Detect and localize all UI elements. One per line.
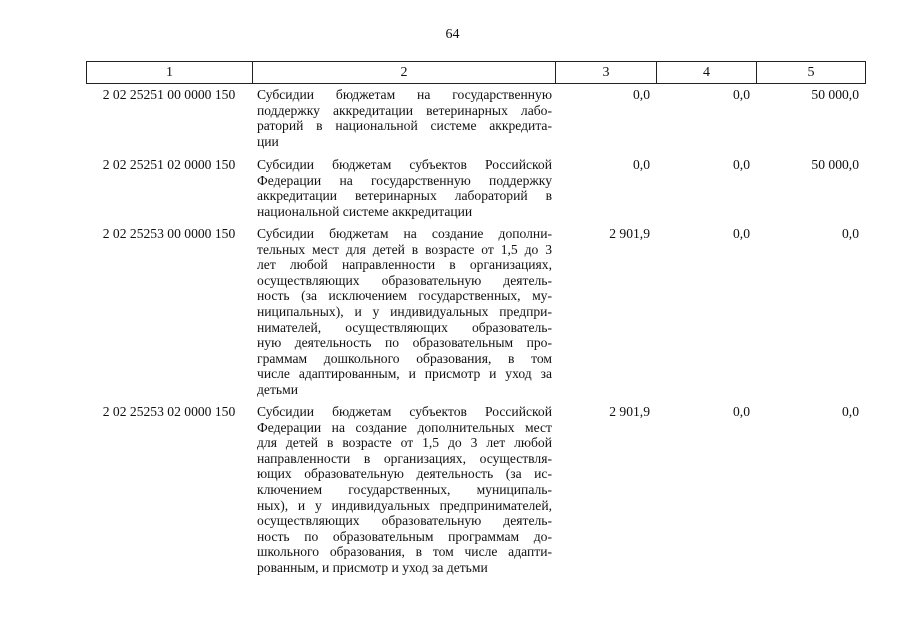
budget-description — [252, 404, 555, 580]
budget-description — [252, 226, 555, 404]
value-col-4: 0,0 — [733, 87, 750, 102]
budget-description — [252, 157, 555, 226]
table-row — [86, 226, 865, 404]
table-row — [86, 157, 865, 226]
description-line: лет любой направленности в организациях, — [257, 257, 552, 273]
header-col-4: 4 — [657, 62, 757, 84]
description-line: ниципальных), и у индивидуальных предпри- — [257, 303, 552, 319]
header-col-1: 1 — [87, 62, 253, 84]
description-line: нимателей, осуществляющих образователь- — [257, 319, 552, 335]
description-line: Субсидии бюджетам субъектов Российской — [257, 404, 552, 419]
description-line: граммам дошкольного образования, в том — [257, 350, 552, 366]
budget-code: 2 02 25251 00 0000 150 — [102, 87, 236, 102]
description-line: школьного образования, в том числе адапти- — [257, 544, 552, 560]
value-col-5: 50 000,0 — [811, 157, 859, 172]
description-line: направленности в организациях, осуществля- — [257, 450, 552, 466]
description-line: аккредитации ветеринарных лабораторий в — [257, 188, 552, 204]
value-col-4: 0,0 — [733, 157, 750, 172]
description-line: ность по образовательным программам до- — [257, 528, 552, 544]
value-col-3: 0,0 — [633, 157, 650, 172]
value-col-5: 0,0 — [842, 404, 859, 419]
value-col-3: 2 901,9 — [609, 226, 650, 241]
description-line: поддержку аккредитации ветеринарных лабо- — [257, 102, 552, 118]
description-line: для детей в возрасте от 1,5 до 3 лет любой — [257, 435, 552, 451]
description-line: Субсидии бюджетам на создание дополни- — [257, 226, 552, 241]
description-line: ции — [257, 133, 279, 149]
description-line: ных), и у индивидуальных предпринимателей, — [257, 497, 552, 513]
description-line: ключением государственных, муниципаль- — [257, 481, 552, 497]
page-number: 64 — [445, 27, 460, 42]
description-line: осуществляющих образовательную деятель- — [257, 272, 552, 288]
description-line: ность (за исключением государственных, му- — [257, 288, 552, 304]
header-col-2: 2 — [253, 62, 556, 84]
budget-code: 2 02 25253 00 0000 150 — [102, 226, 236, 241]
header-col-5: 5 — [757, 62, 866, 84]
value-col-3: 0,0 — [633, 87, 650, 102]
budget-table-body — [86, 87, 865, 580]
description-line: числе адаптированным, и присмотр и уход за — [257, 366, 552, 382]
value-col-5: 50 000,0 — [811, 87, 859, 102]
header-col-3: 3 — [556, 62, 657, 84]
description-line: осуществляющих образовательную деятель- — [257, 513, 552, 529]
description-line: рованным, и присмотр и уход за детьми — [257, 559, 488, 575]
table-row — [86, 87, 865, 157]
description-line: раторий в национальной системе аккредита- — [257, 118, 552, 134]
description-line: ющих образовательную деятельность (за ис- — [257, 466, 552, 482]
header-row — [87, 62, 866, 84]
description-line: Федерации на создание дополнительных мест — [257, 419, 552, 435]
budget-description — [252, 87, 555, 157]
description-line: тельных мест для детей в возрасте от 1,5 до 3 — [257, 241, 552, 257]
description-line: детьми — [257, 381, 298, 397]
value-col-4: 0,0 — [733, 404, 750, 419]
value-col-4: 0,0 — [733, 226, 750, 241]
table-row — [86, 404, 865, 580]
description-line: ную деятельность по образовательным про- — [257, 335, 552, 351]
description-line: национальной системе аккредитации — [257, 203, 473, 219]
description-line: Субсидии бюджетам на государственную — [257, 87, 552, 102]
budget-code: 2 02 25253 02 0000 150 — [102, 404, 236, 419]
description-line: Субсидии бюджетам субъектов Российской — [257, 157, 552, 172]
budget-code: 2 02 25251 02 0000 150 — [102, 157, 236, 172]
value-col-3: 2 901,9 — [609, 404, 650, 419]
value-col-5: 0,0 — [842, 226, 859, 241]
column-number-header — [86, 61, 866, 84]
description-line: Федерации на государственную поддержку — [257, 172, 552, 188]
